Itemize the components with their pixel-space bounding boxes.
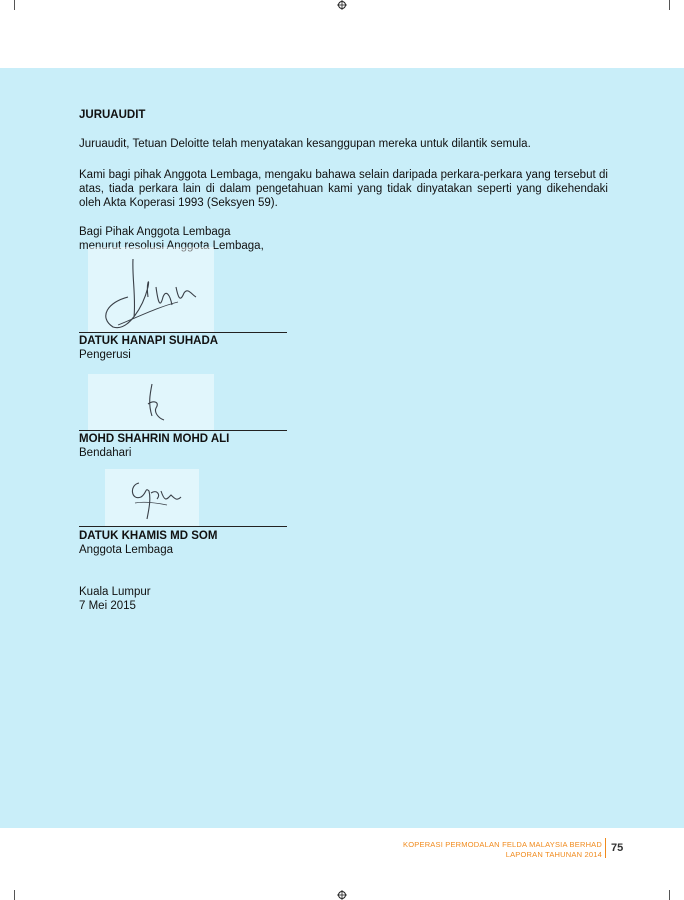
behalf-line-2: menurut resolusi Anggota Lembaga,: [79, 240, 264, 252]
auditor-statement: Juruaudit, Tetuan Deloitte telah menyatakan kesanggupan mereka untuk dilantik semula.: [79, 138, 531, 150]
behalf-line-1: Bagi Pihak Anggota Lembaga: [79, 226, 231, 238]
footer-branding: [403, 840, 602, 860]
crop-mark: [14, 890, 15, 900]
signatory-title-2: Bendahari: [79, 447, 132, 459]
footer-divider: [605, 838, 606, 858]
declaration-paragraph: Kami bagi pihak Anggota Lembaga, mengaku bahawa selain daripada perkara-perkara yang tersebut di atas, tiada perkara lain di dalam pengetahuan kami yang tidak dinyatakan seperti yang dikehendaki oleh Akta Koperasi 1993 (Seksyen 59).: [79, 169, 608, 209]
section-heading: JURUAUDIT: [79, 109, 146, 121]
signature-image-1: [88, 247, 214, 333]
crop-mark: [669, 0, 670, 10]
signatory-name-1: DATUK HANAPI SUHADA: [79, 335, 219, 347]
footer-org-name: KOPERASI PERMODALAN FELDA MALAYSIA BERHAD: [403, 840, 602, 849]
signatory-name-2: MOHD SHAHRIN MOHD ALI: [79, 433, 230, 445]
crop-mark: [669, 890, 670, 900]
signatory-name-3: DATUK KHAMIS MD SOM: [79, 530, 218, 542]
crop-mark: [14, 0, 15, 10]
signature-image-3: [105, 469, 199, 527]
signatory-title-3: Anggota Lembaga: [79, 544, 173, 556]
footer-report-title: LAPORAN TAHUNAN 2014: [505, 850, 602, 859]
signature-image-2: [88, 374, 214, 430]
page-number: 75: [611, 842, 624, 854]
signature-line-1: [79, 332, 287, 333]
date: 7 Mei 2015: [79, 600, 136, 612]
signature-line-3: [79, 526, 287, 527]
registration-mark-top: [337, 0, 347, 10]
signature-line-2: [79, 430, 287, 431]
signatory-title-1: Pengerusi: [79, 349, 131, 361]
registration-mark-bottom: [337, 890, 347, 900]
place: Kuala Lumpur: [79, 586, 151, 598]
